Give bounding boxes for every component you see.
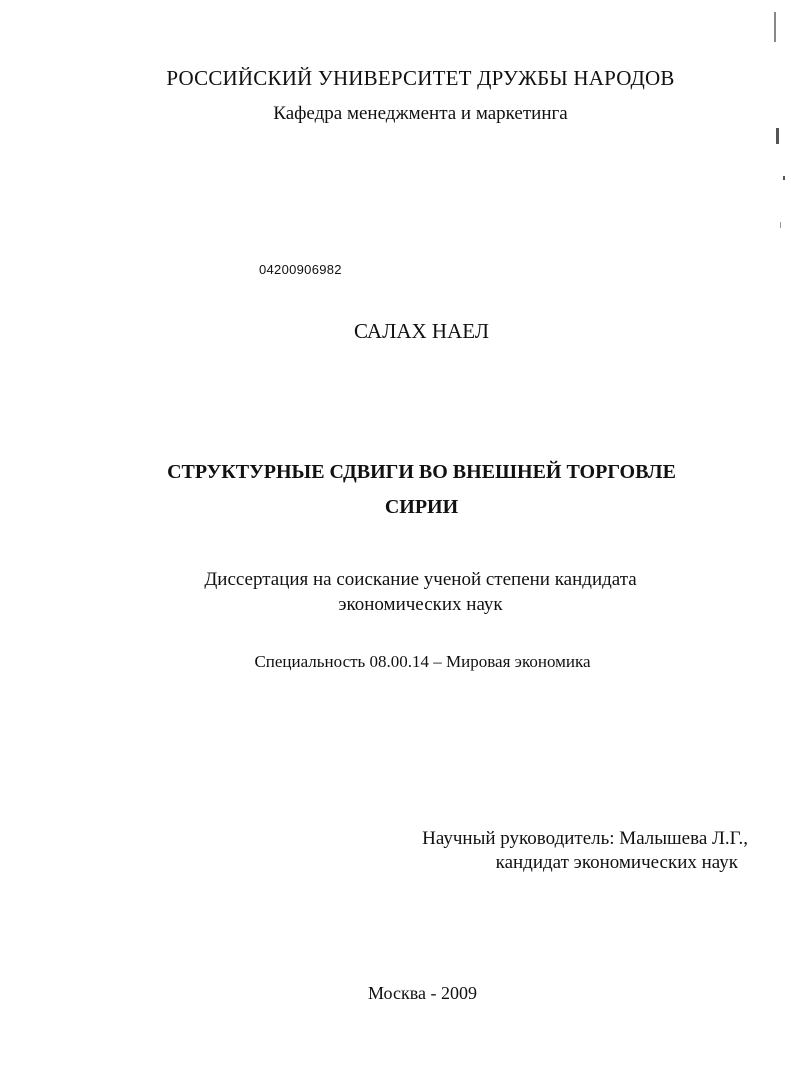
city-year: Москва - 2009 [368,983,477,1003]
scan-speck [783,176,785,180]
dissertation-title-line-2: СИРИИ [384,496,459,518]
supervisor-line-2: кандидат экономических наук [495,852,738,873]
supervisor-line-1: Научный руководитель: Малышева Л.Г., [422,828,748,849]
scan-speck [776,128,779,144]
catalog-number: 04200906982 [259,262,342,277]
author-name: САЛАХ НАЕЛ [353,319,490,343]
scan-speck [774,12,776,42]
degree-statement-line-2: экономических наук [338,594,503,615]
specialty-line: Специальность 08.00.14 – Мировая экономика [254,652,591,671]
degree-statement-line-1: Диссертация на соискание ученой степени кандидата [204,569,637,590]
scan-speck [780,222,781,228]
university-name: РОССИЙСКИЙ УНИВЕРСИТЕТ ДРУЖБЫ НАРОДОВ [166,66,675,90]
department-name: Кафедра менеджмента и маркетинга [273,103,568,124]
dissertation-title-line-1: СТРУКТУРНЫЕ СДВИГИ ВО ВНЕШНЕЙ ТОРГОВЛЕ [167,461,676,483]
